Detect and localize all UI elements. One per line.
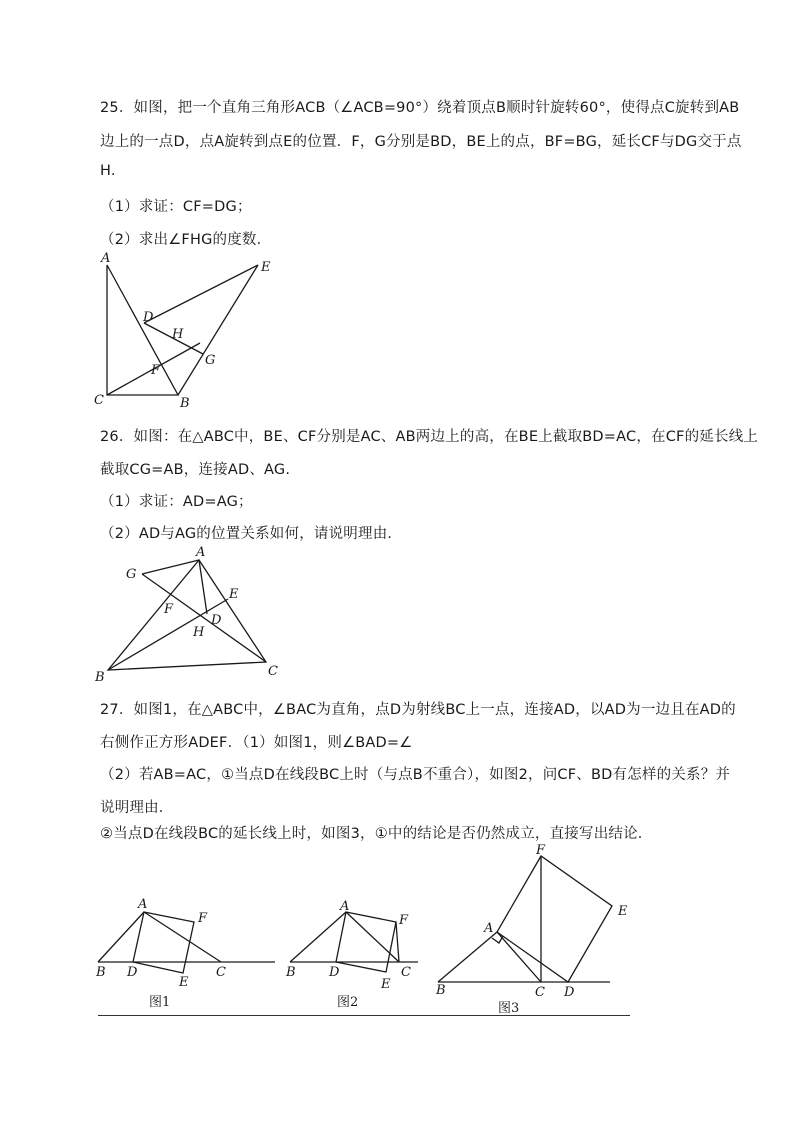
fig3-label-d: D — [564, 985, 575, 1000]
q26-label-d: D — [211, 613, 222, 628]
fig2-label-b: B — [286, 965, 296, 980]
q26-line-2: 截取CG=AB，连接AD、AG. — [100, 462, 291, 478]
fig1-segment-ab — [98, 912, 144, 962]
fig2-segment-cf — [396, 922, 399, 962]
fig2-label-a: A — [340, 899, 350, 914]
fig2-segment-ac — [346, 912, 399, 962]
q27-line-5: ②当点D在线段BC的延长线上时，如图3，①中的结论是否仍然成立，直接写出结论． — [100, 826, 653, 842]
fig1-label-d: D — [127, 965, 138, 980]
q25-line-2: 边上的一点D，点A旋转到点E的位置．F，G分别是BD，BE上的点，BF=BG，延长CF与DG交于点 — [100, 134, 742, 150]
fig1-square-adef — [133, 912, 194, 973]
q27-figure-1 — [95, 897, 275, 1010]
q25-label-c: C — [94, 393, 104, 408]
q27-figure-3 — [435, 843, 628, 1016]
fig2-label-f: F — [399, 913, 409, 928]
q25-line-1: 25．如图，把一个直角三角形ACB（∠ACB=90°）绕着顶点B顺时针旋转60°，使得点C旋转到AB — [100, 100, 740, 116]
fig2-label-e: E — [381, 977, 391, 992]
fig2-label-d: D — [329, 965, 340, 980]
q26-line-1: 26．如图：在△ABC中，BE、CF分别是AC、AB两边上的高，在BE上截取BD=AC，在CF的延长线上 — [100, 429, 759, 445]
q26-label-e: E — [229, 587, 239, 602]
fig3-label-b: B — [436, 983, 446, 998]
q26-label-c: C — [268, 664, 278, 679]
fig3-segment-ac — [497, 932, 541, 982]
q25-label-h: H — [172, 327, 184, 342]
q25-label-a: A — [101, 251, 111, 266]
q27-line-1: 27．如图1，在△ABC中，∠BAC为直角，点D为射线BC上一点，连接AD，以AD为一边且在AD的 — [100, 702, 736, 718]
q26-part-2: （2）AD与AG的位置关系如何，请说明理由． — [100, 526, 403, 542]
fig1-caption: 图1 — [149, 995, 171, 1010]
fig1-label-f: F — [198, 911, 208, 926]
fig1-label-c: C — [216, 965, 226, 980]
fig2-square-adef — [336, 912, 396, 972]
q25-label-g: G — [205, 353, 216, 368]
fig1-label-a: A — [138, 897, 148, 912]
q25-part-2: （2）求出∠FHG的度数． — [100, 232, 272, 248]
q25-label-f: F — [151, 363, 161, 378]
fig3-label-f: F — [536, 843, 546, 858]
fig3-label-e: E — [618, 904, 628, 919]
q27-line-4: 说明理由． — [100, 800, 174, 816]
q26-label-b: B — [95, 670, 105, 685]
page-bottom-rule — [98, 1015, 630, 1016]
fig3-caption: 图3 — [498, 1001, 520, 1016]
q26-label-a: A — [196, 545, 206, 560]
fig1-label-e: E — [179, 975, 189, 990]
q26-label-h: H — [193, 625, 205, 640]
fig3-label-a: A — [484, 921, 494, 936]
fig2-caption: 图2 — [337, 995, 359, 1010]
q26-part-1: （1）求证：AD=AG； — [100, 494, 253, 510]
fig2-label-c: C — [401, 965, 411, 980]
q25-label-d: D — [143, 310, 154, 325]
q25-line-3: H. — [100, 163, 116, 179]
q25-label-e: E — [261, 260, 271, 275]
fig3-label-c: C — [535, 985, 545, 1000]
q27-line-2: 右侧作正方形ADEF．（1）如图1，则∠BAD=∠ — [100, 735, 413, 751]
q26-label-f: F — [164, 602, 174, 617]
q26-label-g: G — [126, 567, 137, 582]
q27-line-3: （2）若AB=AC，①当点D在线段BC上时（与点B不重合），如图2，问CF、BD有怎样的关系？并 — [100, 767, 731, 783]
fig3-square-adef — [497, 856, 612, 982]
q25-label-b: B — [180, 396, 190, 411]
q25-part-1: （1）求证：CF=DG； — [100, 199, 252, 215]
fig3-segment-ab — [438, 932, 497, 982]
fig1-label-b: B — [96, 965, 106, 980]
q27-figure-2 — [285, 899, 418, 1010]
